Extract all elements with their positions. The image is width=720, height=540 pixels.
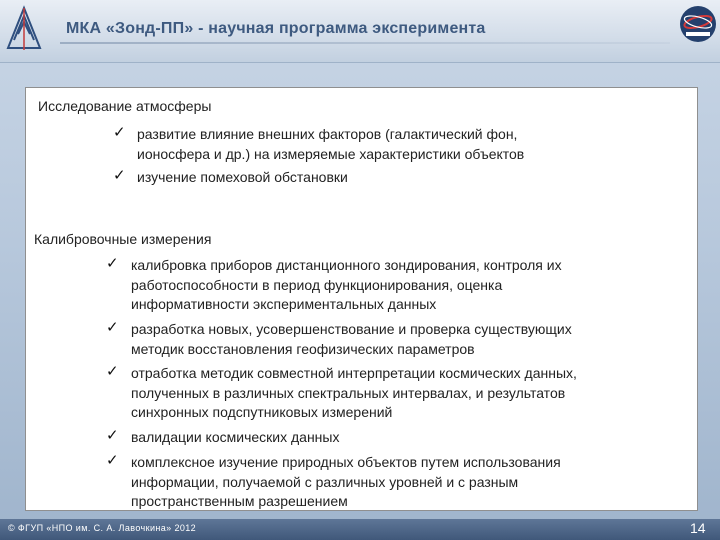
list-item-text: развитие влияние внешних факторов (галактический фон, ионосфера и др.) на измеряемые характеристики объектов — [137, 126, 525, 162]
list-item-text: калибровка приборов дистанционного зондирования, контроля их работоспособности в период функционирования, оценка информативности экспериментальных данных — [131, 257, 562, 312]
page-title: МКА «Зонд-ПП» - научная программа эксперимента — [66, 20, 486, 37]
check-icon: ✓ — [106, 426, 119, 444]
list-item-text: разработка новых, усовершенствование и проверка существующих методик восстановления геофизических параметров — [131, 321, 572, 357]
list-item-text: валидации космических данных — [131, 429, 340, 445]
check-icon: ✓ — [106, 362, 119, 380]
check-icon: ✓ — [106, 254, 119, 272]
check-icon: ✓ — [113, 123, 126, 141]
section-title-calibration: Калибровочные измерения — [34, 231, 212, 247]
rocket-logo-icon — [4, 4, 44, 54]
list-item-text: изучение помеховой обстановки — [137, 169, 348, 185]
check-icon: ✓ — [106, 318, 119, 336]
list-item-text: комплексное изучение природных объектов путем использования информации, получаемой с различных уровней и с разным пространственным разрешением — [131, 454, 561, 509]
title-divider — [60, 42, 670, 44]
section-title-atmosphere: Исследование атмосферы — [38, 98, 212, 114]
footer-copyright: © ФГУП «НПО им. С. А. Лавочкина» 2012 — [8, 523, 197, 533]
list-item-text: отработка методик совместной интерпретации космических данных, полученных в различных спектральных интервалах, и результатов синхронных подспутниковых измерений — [131, 365, 577, 420]
header-bar — [0, 0, 720, 63]
page-number: 14 — [690, 520, 706, 536]
roscosmos-emblem-icon — [678, 4, 718, 44]
check-icon: ✓ — [106, 451, 119, 469]
check-icon: ✓ — [113, 166, 126, 184]
